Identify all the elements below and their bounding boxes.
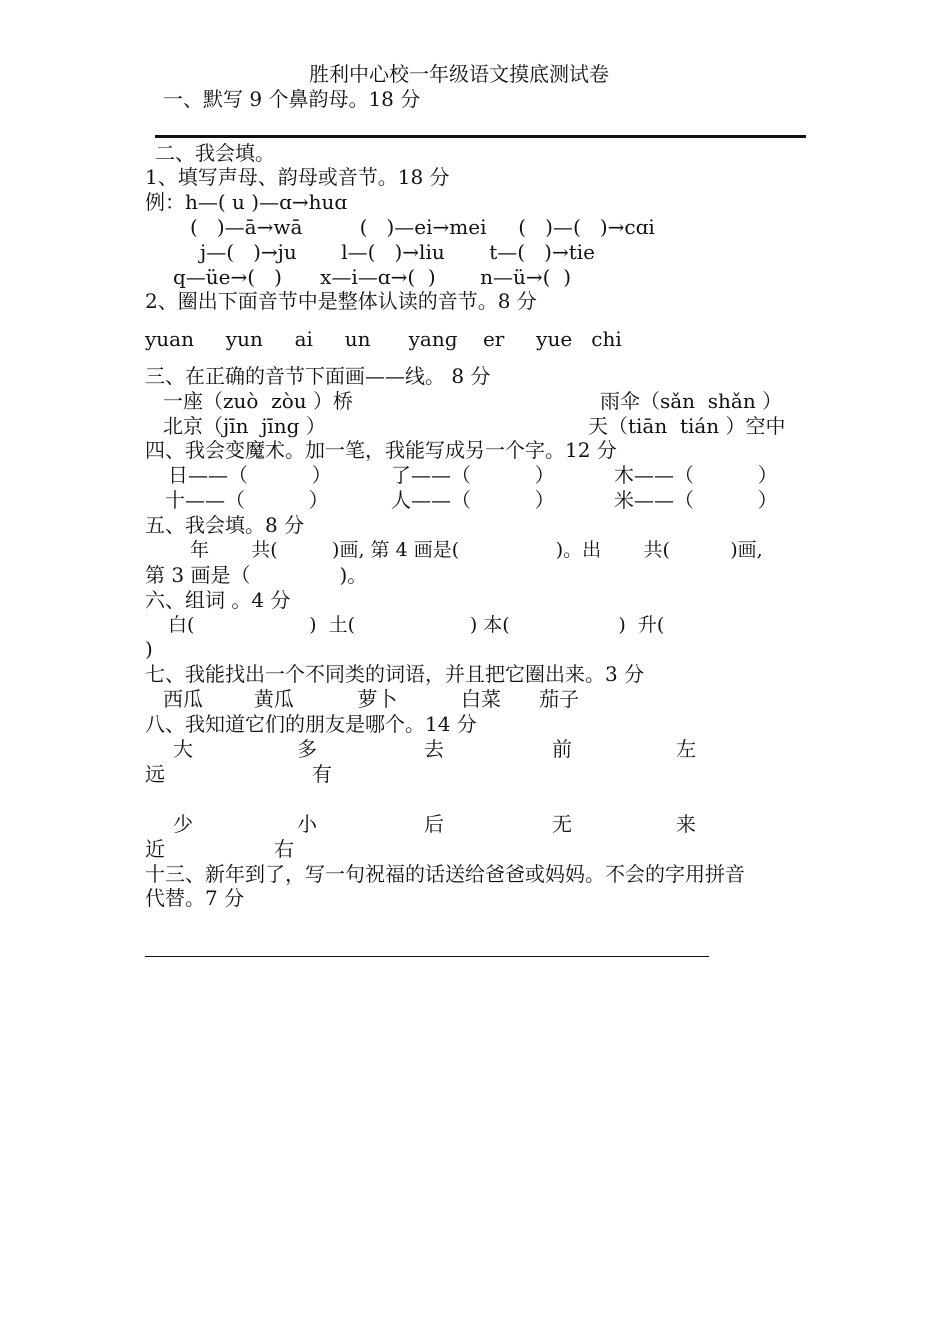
s3-item-1: 一座（zuò zòu ）桥 [163, 389, 353, 413]
s8-word: 后 [424, 812, 444, 836]
q1-example: 例：h—( u )—ɑ→huɑ [145, 190, 348, 214]
section-7-heading: 七、我能找出一个不同类的词语，并且把它圈出来。3 分 [145, 662, 645, 686]
q1-row-3: q—üe→( ) x—i—ɑ→( ) n—ü→( ) [173, 265, 571, 289]
page-title: 胜利中心校一年级语文摸底测试卷 [309, 62, 609, 86]
s8-word: 近 [145, 837, 165, 861]
s8-word: 来 [676, 812, 696, 836]
s3-item-3: 北京（jīn jīng ） [163, 414, 326, 438]
s4-item: 了——（ ） [391, 463, 555, 487]
s6-line-1: 白( ) 土( ) 本( ) 升( [168, 614, 665, 636]
answer-line-1[interactable] [155, 135, 806, 138]
section-5-heading: 五、我会填。8 分 [145, 513, 305, 537]
s8-word: 前 [552, 737, 572, 761]
q2-syllables: yuan yun ai un yanɡ er yue chi [145, 327, 622, 351]
q1-heading: 1、填写声母、韵母或音节。18 分 [145, 165, 450, 189]
s3-item-2: 雨伞（sǎn shǎn ） [600, 389, 783, 413]
s8-word: 远 [145, 762, 165, 786]
s8-word: 去 [424, 737, 444, 761]
s8-word: 多 [297, 737, 317, 761]
s4-item: 日——（ ） [168, 463, 332, 487]
s4-item: 米——（ ） [614, 488, 778, 512]
s4-item: 十——（ ） [165, 488, 329, 512]
s8-word: 大 [173, 737, 193, 761]
section-3-heading: 三、在正确的音节下面画——线。 8 分 [145, 364, 491, 388]
s5-line-2: 第 3 画是（ )。 [145, 563, 368, 587]
s8-word: 小 [297, 812, 317, 836]
s4-item: 人——（ ） [391, 488, 555, 512]
section-1-heading: 一、默写 9 个鼻韵母。18 分 [163, 87, 421, 111]
q1-row-2: j—( )→ju l—( )→liu t—( )→tie [200, 240, 595, 264]
section-6-heading: 六、组词 。4 分 [145, 588, 291, 612]
s8-word: 左 [676, 737, 696, 761]
s5-line-1: 年 共( )画, 第 4 画是( )。出 共( )画, [190, 539, 763, 561]
s6-line-2: ) [145, 637, 153, 661]
section-4-heading: 四、我会变魔术。加一笔，我能写成另一个字。12 分 [145, 438, 617, 462]
s3-item-4: 天（tiān tián ）空中 [588, 414, 786, 438]
s7-words: 西瓜 黄瓜 萝卜 白菜 茄子 [163, 687, 580, 711]
q2-heading: 2、圈出下面音节中是整体认读的音节。8 分 [145, 289, 537, 313]
s8-word: 少 [173, 812, 193, 836]
section-13-heading: 十三、新年到了，写一句祝福的话送给爸爸或妈妈。不会的字用拼音 [145, 862, 745, 886]
section-2-heading: 二、我会填。 [155, 141, 275, 165]
section-13-heading-cont: 代替。7 分 [145, 886, 245, 910]
s8-word: 无 [552, 812, 572, 836]
s8-word: 有 [312, 762, 332, 786]
q1-row-1: ( )—ā→wā ( )—ei→mei ( )—( )→cɑi [190, 215, 655, 239]
section-8-heading: 八、我知道它们的朋友是哪个。14 分 [145, 712, 477, 736]
s4-item: 木——（ ） [614, 463, 778, 487]
s8-word: 右 [274, 837, 294, 861]
answer-line-13[interactable] [145, 956, 709, 957]
